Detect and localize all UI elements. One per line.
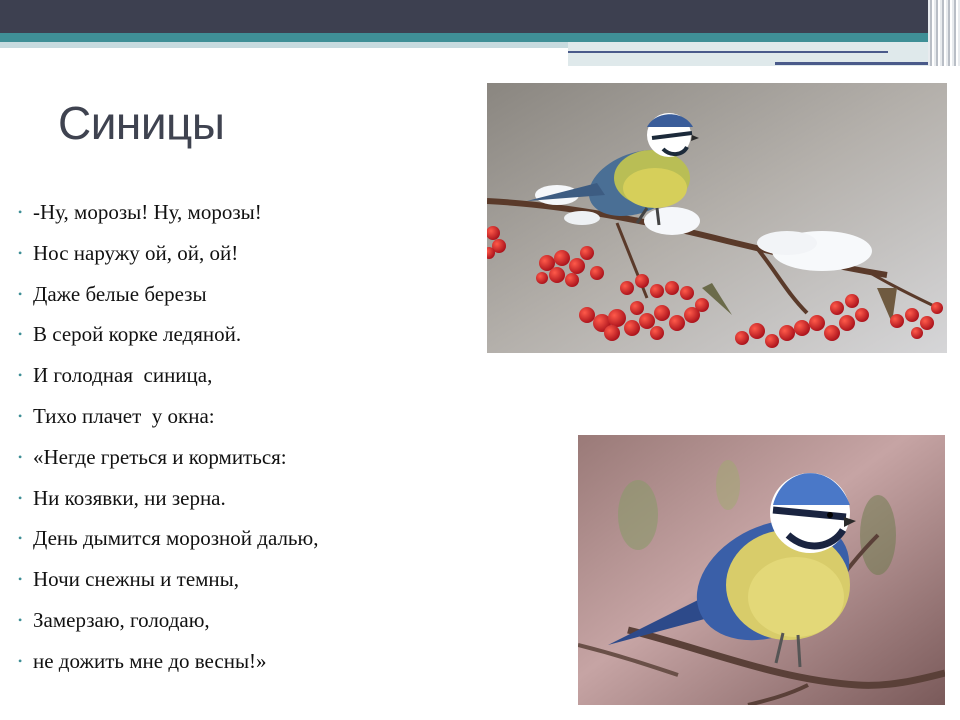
bullet-icon: • (18, 449, 23, 464)
poem-line: • Даже белые березы (18, 274, 318, 315)
poem-line: • В серой корке ледяной. (18, 314, 318, 355)
bullet-icon: • (18, 205, 23, 219)
header-teal-band (0, 33, 928, 42)
bullet-icon: • (18, 327, 23, 342)
poem-line: • -Ну, морозы! Ну, морозы! (18, 192, 318, 233)
header-light-band (0, 42, 568, 48)
poem-line: • И голодная синица, (18, 355, 318, 396)
photo-tit-on-rowan-branch (487, 83, 947, 353)
poem-list (18, 192, 318, 682)
poem-line: • Нос наружу ой, ой, ой! (18, 233, 318, 274)
bullet-icon: • (18, 408, 23, 423)
bullet-icon: • (18, 531, 23, 546)
header-accent-line (568, 51, 888, 53)
poem-line: • не дожить мне до весны!» (18, 641, 318, 682)
photo-tit-on-twig (578, 435, 945, 705)
poem-line: • Замерзаю, голодаю, (18, 600, 318, 641)
poem-line: • День дымится морозной далью, (18, 518, 318, 559)
poem-line: • Тихо плачет у окна: (18, 396, 318, 437)
bullet-icon: • (18, 653, 23, 668)
header-accent-line-short (775, 62, 928, 65)
header-dark-bar (0, 0, 960, 33)
poem-line: • Ночи снежны и темны, (18, 559, 318, 600)
bullet-icon: • (18, 572, 23, 587)
header-stripes (928, 0, 960, 66)
bullet-icon: • (18, 368, 23, 383)
poem-line: • Ни козявки, ни зерна. (18, 478, 318, 519)
bullet-icon: • (18, 490, 23, 505)
bullet-icon: • (18, 612, 23, 627)
poem-line: • «Негде греться и кормиться: (18, 437, 318, 478)
slide-title: Синицы (58, 97, 225, 149)
bullet-icon: • (18, 245, 23, 260)
bullet-icon: • (18, 286, 23, 301)
